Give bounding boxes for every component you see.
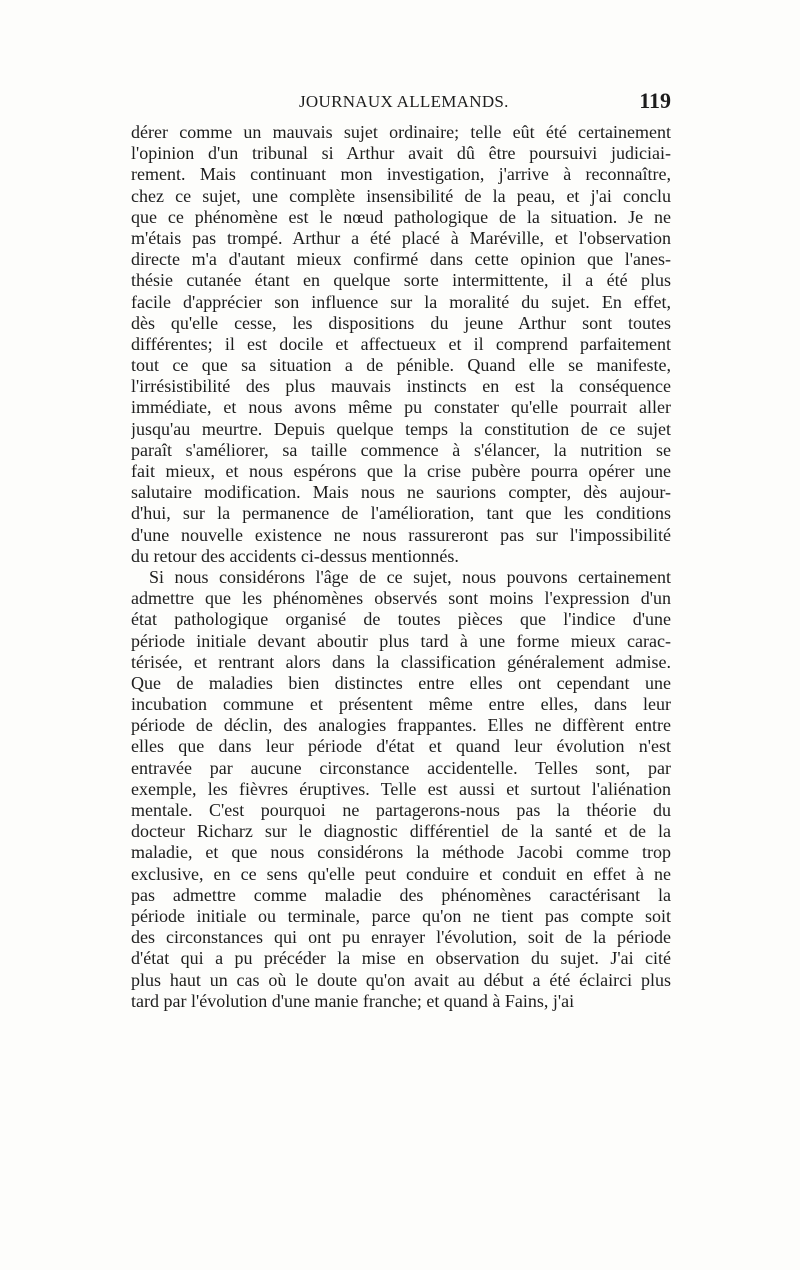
text-line: Si nous considérons l'âge de ce sujet, nous pouvons certainement (149, 566, 671, 587)
text-line: exclusive, en ce sens qu'elle peut conduire et conduit en effet à ne (131, 863, 671, 884)
text-line: facile d'apprécier son influence sur la moralité du sujet. En effet, (131, 291, 671, 312)
text-line: d'hui, sur la permanence de l'amélioration, tant que les conditions (131, 503, 671, 524)
text-line: rement. Mais continuant mon investigation, j'arrive à reconnaître, (131, 164, 671, 185)
paragraphs (131, 122, 671, 1012)
text-line: paraît s'améliorer, sa taille commence à s'élancer, la nutrition se (131, 439, 671, 460)
text-line: admettre que les phénomènes observés sont moins l'expression d'un (131, 588, 671, 609)
text-line: période initiale ou terminale, parce qu'on ne tient pas compte soit (131, 905, 671, 926)
text-line: dès qu'elle cesse, les dispositions du jeune Arthur sont toutes (131, 312, 671, 333)
text-line: que ce phénomène est le nœud pathologique de la situation. Je ne (131, 206, 671, 227)
text-line: du retour des accidents ci-dessus mentionnés. (131, 545, 459, 566)
text-line: l'irrésistibilité des plus mauvais instincts en est la conséquence (131, 376, 671, 397)
text-line: docteur Richarz sur le diagnostic différentiel de la santé et de la (131, 821, 671, 842)
text-line: chez ce sujet, une complète insensibilité de la peau, et j'ai conclu (131, 185, 671, 206)
text-line: d'une nouvelle existence ne nous rassureront pas sur l'impossibilité (131, 524, 671, 545)
text-line: elles que dans leur période d'état et quand leur évolution n'est (131, 736, 671, 757)
running-title: JOURNAUX ALLEMANDS. (299, 92, 509, 111)
text-line: jusqu'au meurtre. Depuis quelque temps la constitution de ce sujet (131, 418, 671, 439)
text-line: tard par l'évolution d'une manie franche; et quand à Fains, j'ai (131, 990, 575, 1011)
text-line: incubation commune et présentent même entre elles, dans leur (131, 694, 671, 715)
text-line: maladie, et que nous considérons la méthode Jacobi comme trop (131, 842, 671, 863)
text-line: état pathologique organisé de toutes pièces que l'indice d'une (131, 609, 671, 630)
text-line: térisée, et rentrant alors dans la classification généralement admise. (131, 651, 671, 672)
text-line: immédiate, et nous avons même pu constater qu'elle pourrait aller (131, 397, 671, 418)
text-line: période de déclin, des analogies frappantes. Elles ne diffèrent entre (131, 715, 671, 736)
page-header (131, 88, 671, 118)
text-line: d'état qui a pu précéder la mise en observation du sujet. J'ai cité (131, 948, 671, 969)
paragraph (131, 122, 671, 567)
text-line: tout ce que sa situation a de pénible. Quand elle se manifeste, (131, 355, 671, 376)
page-number: 119 (639, 88, 671, 113)
text-line: pas admettre comme maladie des phénomènes caractérisant la (131, 884, 671, 905)
text-line: dérer comme un mauvais sujet ordinaire; telle eût été certainement (131, 122, 671, 142)
text-line: m'étais pas trompé. Arthur a été placé à Maréville, et l'observation (131, 227, 671, 248)
text-line: l'opinion d'un tribunal si Arthur avait dû être poursuivi judiciai- (131, 143, 671, 164)
text-line: entravée par aucune circonstance accidentelle. Telles sont, par (131, 757, 671, 778)
text-line: mentale. C'est pourquoi ne partagerons-nous pas la théorie du (131, 800, 671, 820)
text-line: des circonstances qui ont pu enrayer l'évolution, soit de la période (131, 927, 671, 948)
text-line: exemple, les fièvres éruptives. Telle est aussi et surtout l'aliénation (131, 778, 671, 799)
text-line: salutaire modification. Mais nous ne saurions compter, dès aujour- (131, 482, 671, 503)
text-line: Que de maladies bien distinctes entre elles ont cependant une (131, 672, 671, 693)
paragraph (131, 567, 671, 1012)
text-line: différentes; il est docile et affectueux et il comprend parfaitement (131, 333, 671, 354)
text-line: période initiale devant aboutir plus tard à une forme mieux carac- (131, 630, 671, 651)
text-line: directe m'a d'autant mieux confirmé dans cette opinion que l'anes- (131, 249, 671, 270)
text-line: fait mieux, et nous espérons que la crise pubère pourra opérer une (131, 461, 671, 481)
text-line: plus haut un cas où le doute qu'on avait au début a été éclairci plus (131, 969, 671, 990)
text-line: thésie cutanée étant en quelque sorte intermittente, il a été plus (131, 270, 671, 291)
body-text (131, 122, 671, 1012)
